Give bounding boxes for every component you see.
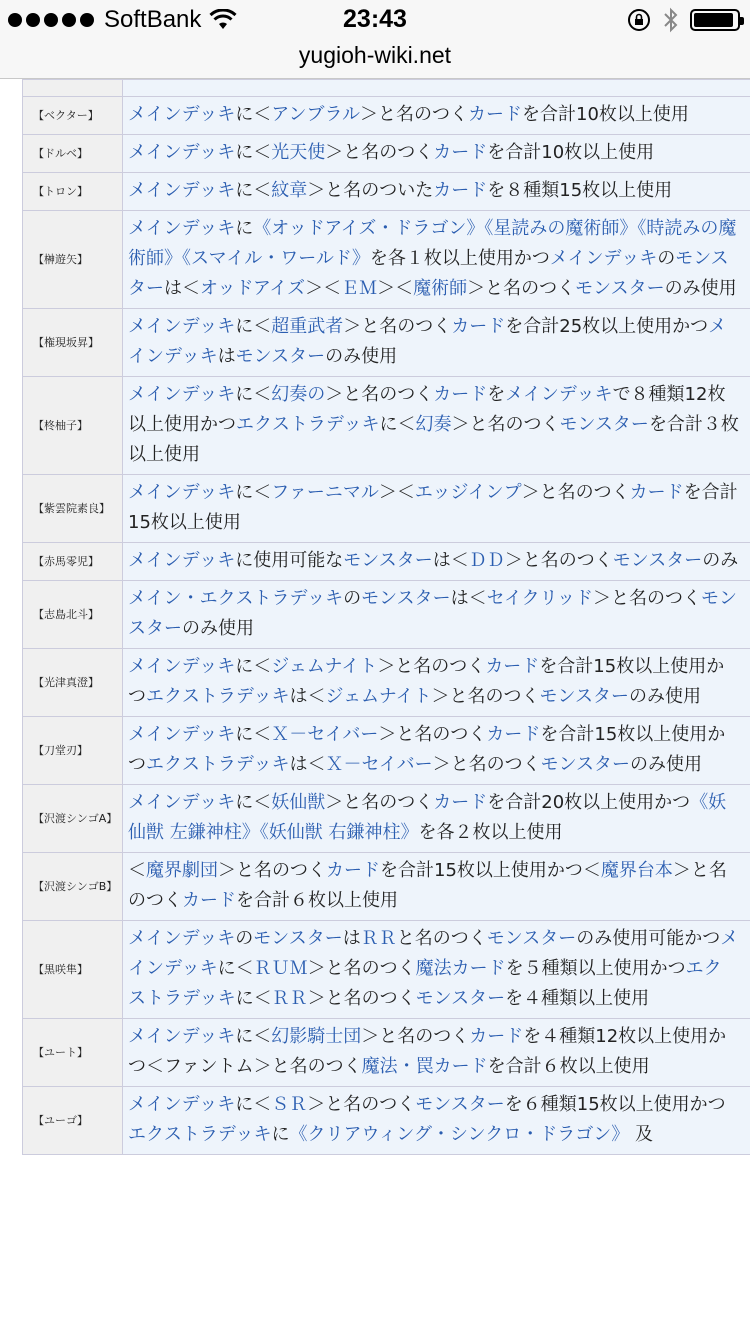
condition-text: に＜ [235, 104, 272, 125]
wiki-link[interactable]: メインデッキ [505, 384, 613, 405]
condition-text: ＞と名のつく [360, 104, 469, 125]
wiki-link[interactable]: ジェムナイト [325, 686, 432, 707]
condition-text: を合計15枚以上使用 [128, 482, 738, 533]
wiki-link[interactable]: Ｘ－セイバー [325, 754, 433, 775]
condition-text: のみ使用 [325, 346, 398, 367]
wiki-link[interactable]: カード [485, 656, 540, 677]
wiki-link[interactable]: Ｘ－セイバー [271, 724, 379, 745]
condition-text: ＞と名のつく [325, 384, 434, 405]
table-row [23, 581, 750, 649]
condition-text: のみ使用 [182, 618, 254, 639]
condition-text: に＜ [235, 792, 272, 813]
condition-cell [123, 173, 750, 211]
wiki-link[interactable]: ＲＵＭ [253, 958, 308, 979]
condition-text: の [657, 248, 676, 269]
condition-cell [123, 649, 750, 717]
wiki-link[interactable]: カード [326, 860, 380, 881]
character-name-cell: 【紫雲院素良】 [23, 475, 123, 543]
url-bar[interactable] [0, 40, 750, 79]
table-row [23, 785, 750, 853]
wiki-link[interactable]: モンスター [415, 1094, 505, 1115]
character-name-cell: 【赤馬零児】 [23, 543, 123, 581]
condition-text: ＞と名のつく [431, 686, 540, 707]
condition-text: を合計６枚以上使用 [236, 890, 398, 911]
table-row [23, 97, 750, 135]
character-name-cell: 【権現坂昇】 [23, 309, 123, 377]
condition-text: ＞と名のつく [325, 792, 434, 813]
table-row [23, 1019, 750, 1087]
condition-text: に＜ [235, 988, 272, 1009]
deck-conditions-table [22, 79, 750, 1155]
wiki-link[interactable]: メイン・エクストラデッキ [128, 588, 344, 609]
condition-text: は [342, 928, 361, 949]
character-name-cell: 【ユート】 [23, 1019, 123, 1087]
condition-text: を合計25枚以上使用かつ [505, 316, 709, 337]
status-bar [0, 0, 750, 40]
wiki-link[interactable]: カード [451, 316, 506, 337]
condition-text: ＞と名のつく [307, 1094, 416, 1115]
condition-text: に＜ [235, 1094, 272, 1115]
condition-cell [123, 135, 750, 173]
table-row [23, 921, 750, 1019]
character-name-cell: 【沢渡シンゴA】 [23, 785, 123, 853]
condition-text: ＞と名のつく [592, 588, 701, 609]
condition-text: を合計６枚以上使用 [487, 1056, 650, 1077]
condition-text: ＞＜ [305, 278, 342, 299]
wiki-link[interactable]: モンスター [540, 754, 631, 775]
condition-text: の [343, 588, 362, 609]
condition-text: に [271, 1124, 290, 1145]
condition-text: ＞と名のつく [377, 656, 486, 677]
condition-cell [123, 1019, 750, 1087]
condition-text: は＜ [289, 686, 326, 707]
condition-text: は＜ [450, 588, 487, 609]
table-row-partial [23, 80, 750, 97]
condition-cell [123, 309, 750, 377]
condition-text: を合計３枚以上使用 [128, 414, 739, 465]
wiki-link[interactable]: メインデッキ [128, 384, 236, 405]
condition-cell [123, 717, 750, 785]
wiki-link[interactable]: 幻奏 [415, 414, 452, 435]
wiki-link[interactable]: モンスター [612, 550, 703, 571]
condition-cell [123, 853, 750, 921]
condition-text: は＜ [164, 278, 200, 299]
wiki-link[interactable]: ジェムナイト [271, 656, 378, 677]
condition-text: は＜ [432, 550, 469, 571]
wiki-link[interactable]: メインデッキ [128, 1026, 236, 1047]
carrier-name: SoftBank [104, 6, 202, 33]
condition-text: に＜ [217, 958, 254, 979]
character-name-cell: 【黒咲隼】 [23, 921, 123, 1019]
table-row [23, 1087, 750, 1155]
condition-text: ＜ [128, 860, 146, 881]
wiki-link[interactable]: アンブラル [271, 104, 361, 125]
wiki-link[interactable]: モンスター [235, 346, 326, 367]
wiki-link[interactable]: モンスター [361, 588, 451, 609]
condition-text: ＞と名のつく [467, 278, 576, 299]
condition-text: を５種類以上使用かつ [505, 958, 686, 979]
condition-text: のみ [702, 550, 739, 571]
condition-text: に使用可能な [235, 550, 344, 571]
condition-text: ＞と名のつく [325, 142, 434, 163]
condition-cell [123, 921, 750, 1019]
rotation-lock-icon [626, 7, 652, 33]
wiki-link[interactable]: 《クリアウィング・シンクロ・ドラゴン》 [289, 1124, 630, 1145]
condition-text: に＜ [235, 482, 272, 503]
character-name-cell: 【トロン】 [23, 173, 123, 211]
condition-text: を６種類15枚以上使用かつ [504, 1094, 726, 1115]
condition-text: 及 [629, 1124, 653, 1145]
wiki-link[interactable]: 魔術師 [413, 278, 468, 299]
table-row [23, 853, 750, 921]
wiki-link[interactable]: 《オッドアイズ・ドラゴン》《星読みの魔術師》《時読みの魔術師》《スマイル・ワールド》 [128, 218, 737, 269]
table-row [23, 717, 750, 785]
wiki-link[interactable]: ＳＲ [271, 1094, 308, 1115]
wiki-link[interactable]: モンスター [343, 550, 433, 571]
condition-text: ＞と名のつく [504, 550, 613, 571]
table-row [23, 211, 750, 309]
wiki-link[interactable]: 魔界劇団 [146, 860, 218, 881]
condition-text: を各２枚以上使用 [418, 822, 563, 843]
wiki-link[interactable]: エクストラデッキ [236, 414, 380, 435]
condition-text: ＞と名のつく [361, 1026, 470, 1047]
condition-text: を４種類以上使用 [505, 988, 650, 1009]
table-row [23, 173, 750, 211]
wiki-link[interactable]: メインデッキ [128, 792, 236, 813]
table-row [23, 309, 750, 377]
condition-text: ＞と名のつく [307, 958, 416, 979]
condition-text: を合計20枚以上使用かつ [487, 792, 691, 813]
character-name-cell: 【ベクター】 [23, 97, 123, 135]
condition-cell [123, 211, 750, 309]
wiki-link[interactable]: メインデッキ [128, 1094, 236, 1115]
condition-text: ＞と名のつく [307, 988, 416, 1009]
condition-text: を合計15枚以上使用かつ＜ [380, 860, 601, 881]
wiki-link[interactable]: カード [433, 384, 488, 405]
wiki-link[interactable]: モンスター [128, 248, 729, 299]
wiki-link[interactable]: メインデッキ [128, 218, 236, 239]
wiki-link[interactable]: カード [469, 1026, 524, 1047]
condition-text: に＜ [235, 1026, 272, 1047]
wiki-link[interactable]: メインデッキ [128, 482, 236, 503]
wiki-link[interactable]: メインデッキ [128, 180, 236, 201]
wiki-link[interactable]: カード [433, 180, 488, 201]
wiki-link[interactable]: メインデッキ [549, 248, 658, 269]
character-name-cell: 【沢渡シンゴB】 [23, 853, 123, 921]
wiki-link[interactable]: モンスター [575, 278, 665, 299]
wiki-link[interactable]: 魔法・罠カード [361, 1056, 488, 1077]
condition-text: に＜ [235, 656, 272, 677]
wiki-link[interactable]: 光天使 [271, 142, 326, 163]
wiki-link[interactable]: カード [629, 482, 684, 503]
condition-text: は＜ [289, 754, 326, 775]
condition-text: のみ使用 [628, 686, 701, 707]
wiki-link[interactable]: ＤＤ [468, 550, 505, 571]
wiki-link[interactable]: セイクリッド [486, 588, 593, 609]
clock: 23:43 [343, 5, 407, 33]
character-name-cell: 【柊柚子】 [23, 377, 123, 475]
battery-icon [690, 9, 740, 31]
table-row [23, 475, 750, 543]
wiki-link[interactable]: エクストラデッキ [146, 686, 290, 707]
condition-text: に＜ [235, 316, 272, 337]
wiki-link[interactable]: カード [486, 724, 541, 745]
wiki-link[interactable]: 妖仙獣 [271, 792, 326, 813]
wiki-link[interactable]: ファーニマル [271, 482, 379, 503]
wiki-link[interactable]: エクストラデッキ [146, 754, 290, 775]
page-content [0, 79, 750, 1334]
table-row [23, 649, 750, 717]
character-name-cell: 【榊遊矢】 [23, 211, 123, 309]
condition-text: に＜ [235, 142, 272, 163]
character-name-cell: 【ドルベ】 [23, 135, 123, 173]
wiki-link[interactable]: エクストラデッキ [128, 1124, 272, 1145]
condition-text: を各１枚以上使用かつ [369, 248, 550, 269]
wiki-link[interactable]: ＲＲ [360, 928, 397, 949]
condition-text: ＞と名のつく [378, 724, 487, 745]
wiki-link[interactable]: ＥＭ [341, 278, 378, 299]
wiki-link[interactable]: モンスター [559, 414, 649, 435]
condition-text: は [217, 346, 236, 367]
condition-text: を合計10枚以上使用 [522, 104, 689, 125]
condition-text: のみ使用可能かつ [576, 928, 721, 949]
wiki-link[interactable]: カード [433, 792, 488, 813]
character-name-cell: 【ユーゴ】 [23, 1087, 123, 1155]
character-name-cell: 【刀堂刃】 [23, 717, 123, 785]
wiki-link[interactable]: 魔法カード [415, 958, 506, 979]
wiki-link[interactable]: エッジインプ [414, 482, 522, 503]
condition-text: を合計15枚以上使用かつ [128, 656, 725, 707]
wiki-link[interactable]: 超重武者 [271, 316, 344, 337]
condition-text: ＞と名のつく [432, 754, 541, 775]
table-row [23, 543, 750, 581]
wiki-link[interactable]: カード [433, 142, 488, 163]
condition-cell [123, 377, 750, 475]
condition-text: に [235, 218, 254, 239]
condition-text: ＞と名のつく [521, 482, 630, 503]
condition-text: を合計15枚以上使用かつ [128, 724, 726, 775]
condition-text: ＞と名のつく [343, 316, 452, 337]
url-text: yugioh-wiki.net [298, 42, 452, 68]
condition-cell [123, 97, 750, 135]
table-row [23, 377, 750, 475]
condition-cell [123, 543, 750, 581]
condition-text: を４種類12枚以上使用かつ＜ファントム＞と名のつく [128, 1026, 727, 1077]
character-name-cell: 【志島北斗】 [23, 581, 123, 649]
wiki-link[interactable]: 《妖仙獣 左鎌神柱》《妖仙獣 右鎌神柱》 [128, 792, 727, 843]
condition-text: の [235, 928, 254, 949]
wiki-link[interactable]: カード [468, 104, 523, 125]
wiki-link[interactable]: メインデッキ [128, 928, 739, 979]
condition-cell [123, 785, 750, 853]
wiki-link[interactable]: メインデッキ [128, 142, 236, 163]
status-right [626, 6, 740, 34]
wiki-link[interactable]: モンスター [415, 988, 506, 1009]
condition-text: を [487, 384, 506, 405]
wiki-link[interactable]: カード [182, 890, 236, 911]
condition-text: に＜ [235, 180, 272, 201]
wiki-link[interactable]: メインデッキ [128, 724, 236, 745]
condition-text: ＞と名のつく [218, 860, 326, 881]
wiki-link[interactable]: 紋章 [271, 180, 308, 201]
wiki-link[interactable]: オッドアイズ [200, 278, 306, 299]
wiki-link[interactable]: モンスター [128, 588, 737, 639]
condition-text: に＜ [235, 724, 272, 745]
wiki-link[interactable]: 幻影騎士団 [271, 1026, 362, 1047]
wiki-link[interactable]: ＲＲ [271, 988, 308, 1009]
wiki-link[interactable]: メインデッキ [128, 550, 236, 571]
wiki-link[interactable]: メインデッキ [128, 656, 236, 677]
condition-text: を合計10枚以上使用 [487, 142, 655, 163]
condition-text: ＞と名のつく [128, 860, 727, 911]
condition-cell [123, 1087, 750, 1155]
wiki-link[interactable]: 幻奏の [271, 384, 326, 405]
condition-text: のみ使用 [630, 754, 703, 775]
wiki-link[interactable]: エクストラデッキ [128, 958, 722, 1009]
condition-text: ＞と名のついた [307, 180, 434, 201]
condition-text: で８種類12枚以上使用かつ [128, 384, 726, 435]
condition-text: ＞＜ [378, 482, 415, 503]
condition-text: と名のつく [396, 928, 487, 949]
wiki-link[interactable]: メインデッキ [128, 316, 727, 367]
condition-text: のみ使用 [664, 278, 737, 299]
wiki-link[interactable]: モンスター [486, 928, 577, 949]
bluetooth-icon [662, 6, 680, 34]
wiki-link[interactable]: メインデッキ [128, 316, 236, 337]
character-name-cell: 【光津真澄】 [23, 649, 123, 717]
wiki-link[interactable]: メインデッキ [128, 104, 236, 125]
condition-cell [123, 581, 750, 649]
condition-cell [123, 475, 750, 543]
condition-text: ＞と名のつく [451, 414, 560, 435]
condition-text: に＜ [379, 414, 416, 435]
table-row [23, 135, 750, 173]
wiki-link[interactable]: メインデッキ [128, 928, 236, 949]
condition-text: を８種類15枚以上使用 [487, 180, 673, 201]
wiki-link[interactable]: 魔界台本 [600, 860, 673, 881]
wiki-link[interactable]: モンスター [539, 686, 629, 707]
wiki-link[interactable]: モンスター [253, 928, 343, 949]
condition-text: ＞＜ [377, 278, 414, 299]
condition-text: に＜ [235, 384, 272, 405]
